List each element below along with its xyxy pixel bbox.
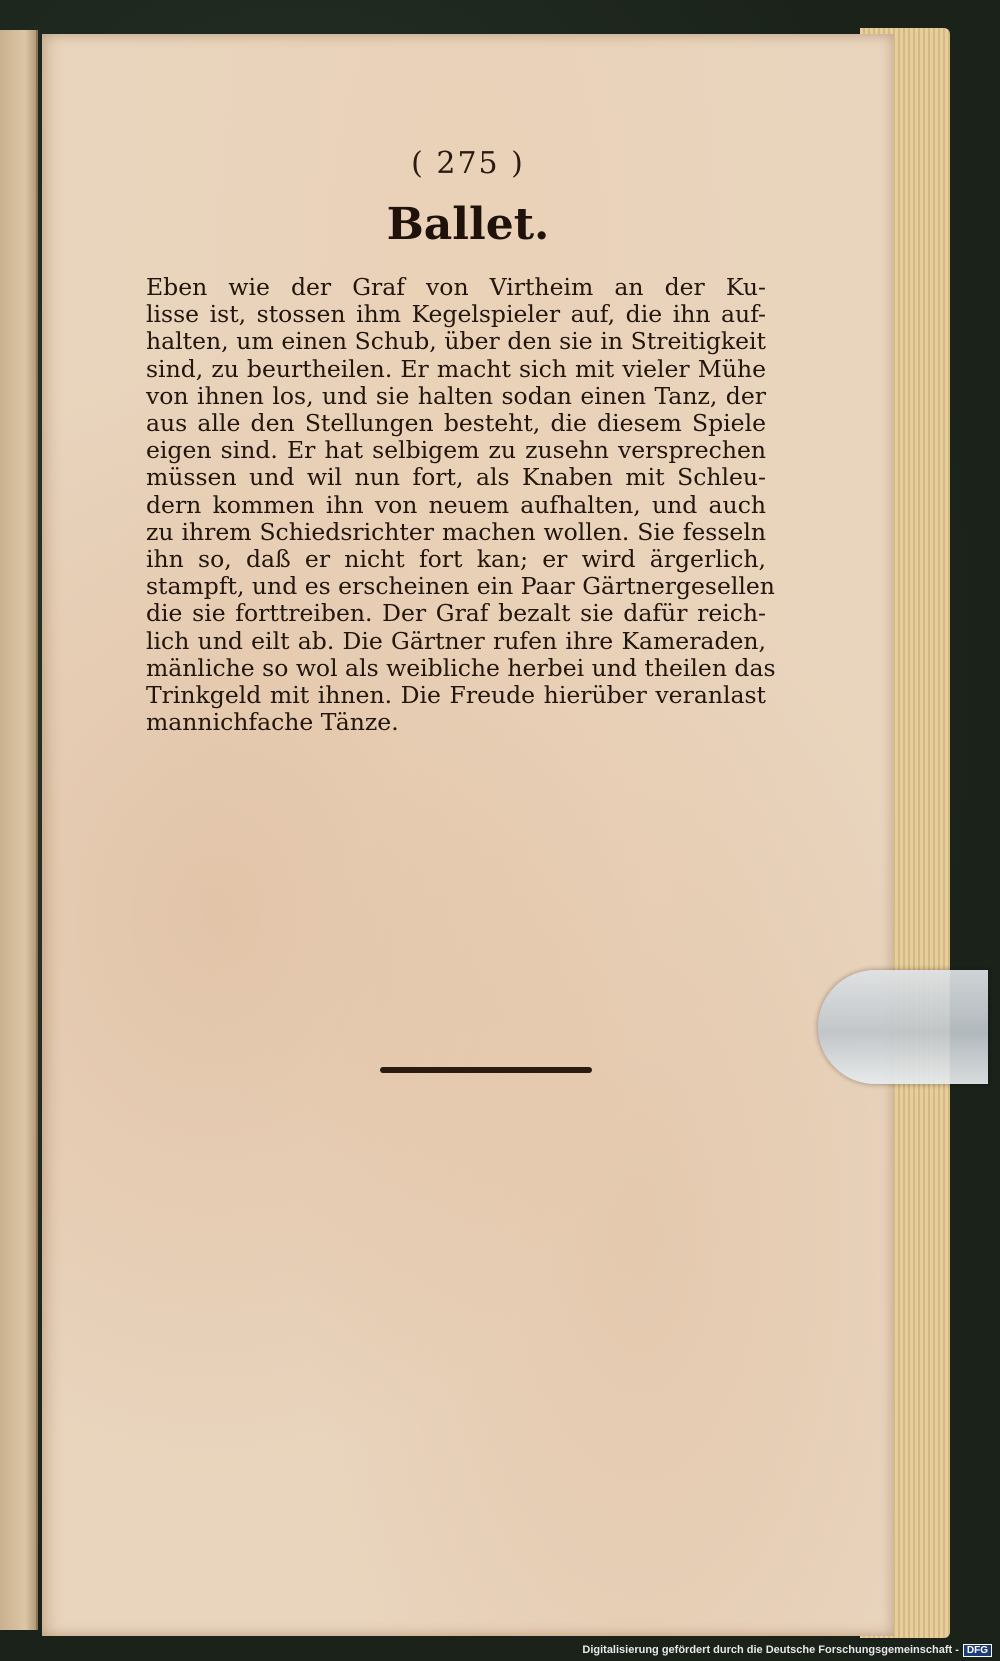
text-line: mannichfache Tänze. [146, 708, 399, 737]
dfg-logo: DFG [963, 1644, 992, 1657]
page-holder-clip [818, 970, 988, 1084]
page-title: Ballet. [386, 199, 550, 250]
previous-page-edge [0, 30, 38, 1630]
footer [582, 1642, 992, 1658]
text-line: Trinkgeld mit ihnen. Die Freude hierüber veranlast [146, 681, 766, 710]
text-line: dern kommen ihn von neuem aufhalten, und auch [146, 490, 766, 519]
text-line: sind, zu beurtheilen. Er macht sich mit vieler Mühe [146, 354, 766, 383]
text-line: lisse ist, stossen ihm Kegelspieler auf, die ihn auf- [146, 300, 766, 329]
text-line: von ihnen los, und sie halten sodan einen Tanz, der [146, 381, 766, 410]
section-rule [380, 1067, 592, 1073]
text-line: lich und eilt ab. Die Gärtner rufen ihre Kameraden, [146, 626, 766, 655]
page-number: ( 275 ) [411, 146, 525, 181]
book-page [42, 34, 894, 1636]
text-line: ihn so, daß er nicht fort kan; er wird ärgerlich, [146, 545, 766, 574]
body-text [146, 273, 776, 737]
text-line: stampft, und es erscheinen ein Paar Gärtnergesellen [146, 572, 775, 601]
text-line: aus alle den Stellungen besteht, die diesem Spiele [146, 409, 766, 438]
text-line: die sie forttreiben. Der Graf bezalt sie dafür reich- [146, 599, 766, 628]
text-line: zu ihrem Schiedsrichter machen wollen. Sie fesseln [146, 517, 766, 546]
text-line: eigen sind. Er hat selbigem zu zusehn versprechen [146, 436, 766, 465]
text-line: Eben wie der Graf von Virtheim an der Ku- [146, 273, 766, 301]
text-line: halten, um einen Schub, über den sie in Streitigkeit [146, 327, 766, 356]
text-line: müssen und wil nun fort, als Knaben mit Schleu- [146, 463, 766, 492]
funding-note: Digitalisierung gefördert durch die Deutsche Forschungsgemeinschaft - [582, 1644, 959, 1656]
text-line: mänliche so wol als weibliche herbei und theilen das [146, 653, 776, 682]
